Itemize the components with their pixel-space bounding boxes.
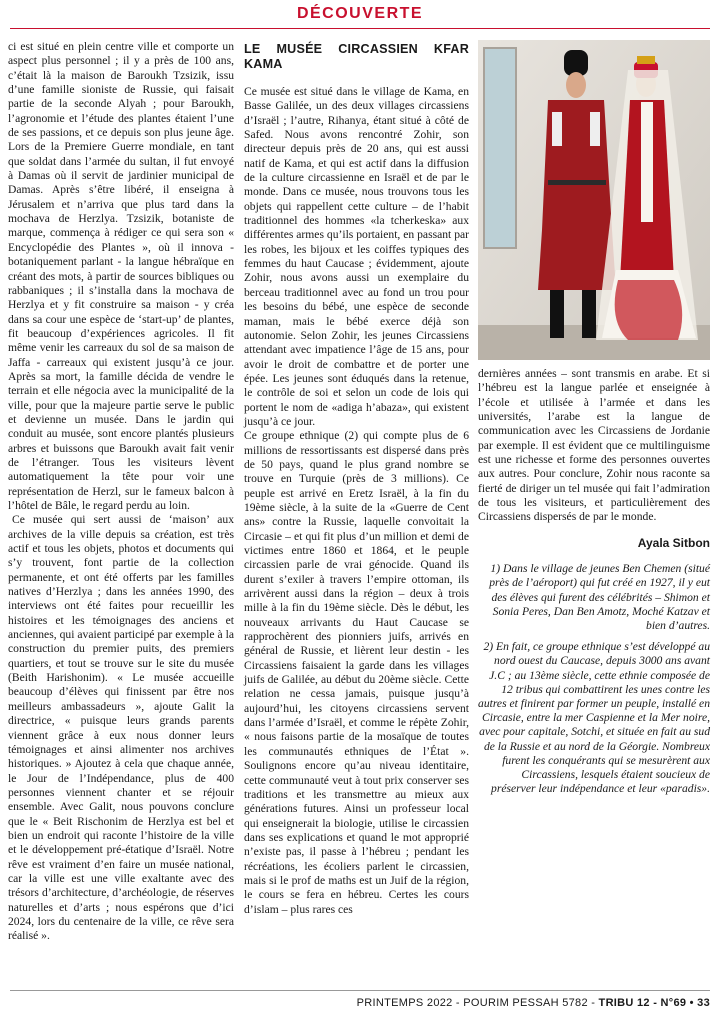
photo-illustration [478, 40, 710, 360]
section-title: DÉCOUVERTE [296, 5, 424, 22]
column-3 [478, 367, 710, 803]
article-title: LE MUSÉE CIRCASSIEN KFAR KAMA [244, 42, 469, 71]
author-signature: Ayala Sitbon [637, 535, 710, 550]
footer-magazine: TRIBU 12 - N°69 • 33 [598, 997, 710, 1009]
paragraph: dernières années – sont transmis en arabe. Et si l’hébreu est la langue parlée et enseignée à l’école et utilisée à l’armée et dans les universités, l’arabe est la langue de communication avec les Circassiens de Jordanie par exemple. Il est évident que ce multilinguisme est une richesse et forme des personnes ouvertes aux autres. Pour conclure, Zohir nous raconte sa fierté de diriger un tel musée qui fait l’admiration de tous les visiteurs, et particulièrement des Circassiens dispersés de par le monde. [478, 367, 710, 524]
column-1 [8, 40, 234, 944]
footnote: 1) Dans le village de jeunes Ben Chemen (situé près de l’aéroport) qui fut créé en 1927, il y eut des élèves qui furent des célébrités – Shimon et Sonia Peres, Dan Ben Amotz, Moché Katzav et bien d’autres. [489, 562, 710, 632]
paragraph: Ce musée est situé dans le village de Kama, en Basse Galilée, un des deux villages circassiens d’Israël ; l’autre, Rihanya, étant situé à côté de Safed. Nous avons rencontré Zohir, son directeur depuis près de 20 ans, qui est aussi natif de Kama, et qui est actif dans la diffusion de la culture circassienne en Israël et de par le monde. Dans ce musée, nous trouvons tous les objets qui rappellent cette culture – de l’habit traditionnel des hommes «la tcherkeska» aux différentes armes qu’ils portaient, en passant par les robes, les bijoux et les coiffes typiques des femmes du haut Caucase ; évidemment, ajoute Zohir, nous avons aussi un exemplaire du berceau traditionnel avec au fond un trou pour les besoins du bébé, une espèce de seconde maman, mais le bébé exerce déjà son autonomie. Selon Zohir, les jeunes Circassiens attendant avec impatience l’âge de 15 ans, pour avoir le droit de combattre et de porter une épée. Les jeunes sont éduqués dans la retenue, le contrôle de soi et selon un code de lois qui portent le nom de «adiga h’abaza», qui existent jusqu’à ce jour. [244, 85, 469, 428]
column-2 [244, 40, 469, 917]
footnotes [478, 562, 710, 796]
footer-issue: PRINTEMPS 2022 - POURIM PESSAH 5782 - [356, 997, 599, 1009]
page-footer [357, 997, 710, 1009]
paragraph: ci est situé en plein centre ville et comporte un aspect plus personnel ; il y a près de 100 ans, c’était là la maison de Baroukh Tzsizik, issu d’une famille sioniste de Russie, qui faisait partie de la seconde Alyah ; pour Baroukh, l’agronomie et l’étude des plantes étaient l’une de ses passions, et ce depuis son plus jeune âge. Lors de la Premiere Guerre mondiale, en tant que soldat dans l’armée du sultan, il fut envoyé à Damas où il servit de jardinier municipal de Damas. Après s’être libéré, il enseigna à Jérusalem et n’arriva que plus tard dans la mochava de Herzlya. Tzsizik, botaniste de marque, commença à rédiger ce qui sera son « Encyclopédie des Plantes », où il innova - botaniquement parlant - la langue hébraïque en créant des mots, à partir de sources bibliques ou rabbaniques ; il s’installa dans la mochava de Herzlya et y fit construire sa maison - y créa dans sa cour une espèce de ‘start-up’ de plantes, fit beaucoup d’expériences agricoles. Il fit même venir les carreaux du sol de sa maison de Jaffa - carreaux qui existent jusqu’à ce jour. Après sa mort, la famille décida de vendre le terrain et elle négocia avec la municipalité de la ville, pour que la majeure partie serve le public et devienne un musée. Dans le jardin qui conduit au musée, sont encore plantés plusieurs arbres et buissons que Baroukh avait fait venir de l’étranger. Tous les visiteurs lèvent automatiquement la tête pour voir une représentation de Herzl, sur le fameux balcon à l’hôtel de Bâle, le regard perdu au loin. [8, 40, 234, 512]
footer-rule [10, 990, 710, 991]
circassian-costume-photo [478, 40, 710, 360]
paragraph: Ce musée qui sert aussi de ‘maison’ aux archives de la ville depuis sa création, est très actif et tous les objets, photos et documents qui s’y trouvent, font partie de la collection permanente, et ont été offerts par les familles natives d’Herzlya ; dans les années 1990, des interviews ont été faites pour recueillir les histoires et les témoignages des anciens et anciennes, qui avaient participé par exemple à la construction du premier puits, des premiers quartiers, et tout se trouve sur le site du musée (Beith Harishonim). « Le musée accueille beaucoup d’élèves qui finissent par être nos meilleurs ambassadeurs », ajoute Galit la directrice, « puisque leurs grands parents viennent grâce à eux nous donner leurs témoignages et ainsi alimenter nos archives historiques. » Ajoutez à cela que chaque année, le Jour de l’Indépendance, plus de 400 personnes viennent chanter et se réjouir ensemble. Avec Galit, nous pouvons conclure que le « Beit Rischonim de Herzlya est bel et bien un endroit qui raconte l’histoire de la ville et le développement pré-étatique d’Israël. Notre rêve est vraiment d’en faire un musée national, car la ville est une ville exaltante avec des trésors d’architecture, d’archéologie, de réserves naturelles et d’arts ; nous espérons que d’ici 2024, lors du centenaire de la ville, ce rêve sera réalisé ». [8, 513, 234, 943]
paragraph: Ce groupe ethnique (2) qui compte plus de 6 millions de ressortissants est dispersé dans près de 50 pays, quand le plus grand nombre se trouve en Turquie (près de 3 millions). Ce peuple est arrivé en Eretz Israël, à la fin du 19ème siècle, à la suite de la «Guerre de Cent ans» contre la Russie, laquelle convoitait la Circasie – et qui fit plus d’un million et demi de victimes entre 1860 et 1864, et le peuple circassien parle de vrai génocide. Quand ils durent s’exiler à travers l’empire ottoman, ils arrivèrent aussi dans la région – deux à trois mille à la fin du 19ème siècle. Dès le début, les nouveaux arrivants du Haut Caucase se rapprochèrent des pionniers juifs, arrivés en général de Russie, et lièrent leur destin - les Circassiens faisaient la garde dans les villages juifs de Galilée, au début du 20ème siècle. Cette relation ne cessa jamais, puisque jusqu’à aujourd’hui, les citoyens circassiens servent dans l’armée d’Israël, et comme le répète Zohir, « nous faisons partie de la mosaïque de toutes les communautés ethniques de l’État ». Soulignons encore qu’au niveau identitaire, cette communauté veut à tout prix conserver ses traditions et les transmettre au mieux aux générations futures. Ainsi un professeur local qui enseignerait la biologie, utilise le circassien dans ses explications et quand le mot approprié n’existe pas, il passe à l’hébreu ; pendant les récréations, les écoliers parlent le circassien, mais si le prof de maths est un Juif de la région, le cours se fera en hébreu. Certes les cours d’islam – plus rares ces [244, 429, 469, 916]
page-header [0, 0, 720, 34]
header-rule [10, 28, 710, 29]
footnote: 2) En fait, ce groupe ethnique s’est développé au nord ouest du Caucase, depuis 3000 ans avant J.C ; au 13ème siècle, cette ethnie composée de 12 tribus qui combattirent les unes contre les autres et finirent par former un peuple, installé en Circasie, entre la mer Caspienne et la Mer noire, avec pour capitale, Sotchi, et située en fait au sud de la Russie et au nord de la Géorgie. Nombreux furent les conquérants qui se mesurèrent aux Circassiens, lesquels étaient soucieux de préserver leur indépendance et leur «paradis». [478, 640, 710, 796]
